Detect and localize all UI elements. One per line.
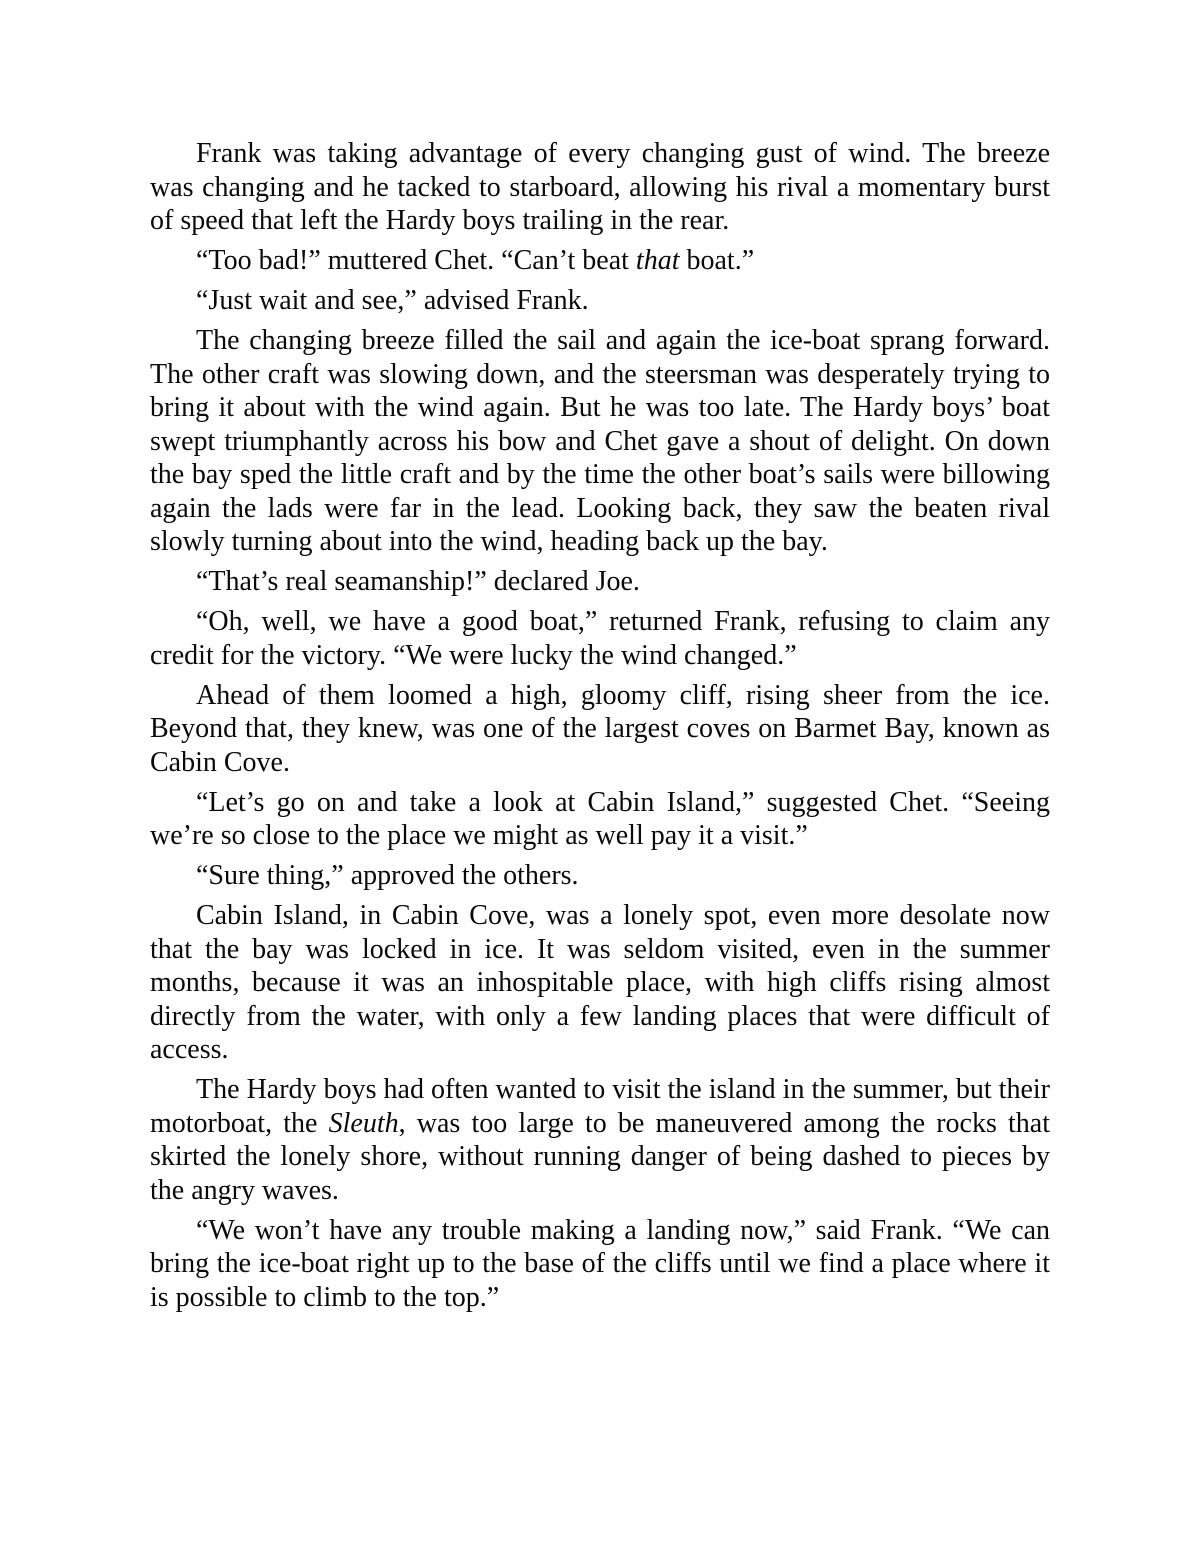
- text-run: , was too large to be maneuvered among the rocks that skirted the lonely shore, without running danger of being dashed to pieces by the angry waves.: [150, 1107, 1050, 1206]
- paragraph: [150, 786, 1050, 853]
- text-run: “That’s real seamanship!” declared Joe.: [196, 566, 640, 597]
- text-run: Frank was taking advantage of every changing gust of wind. The breeze was changing and he tacked to starboard, allowing his rival a momentary burst of speed that left the Hardy boys trailing in the rear.: [150, 138, 1050, 236]
- italic-text-run: Sleuth: [328, 1107, 399, 1139]
- text-run: boat.”: [679, 245, 755, 276]
- paragraph: [150, 859, 1050, 893]
- italic-text-run: that: [635, 245, 680, 276]
- text-run: Ahead of them loomed a high, gloomy cliff, rising sheer from the ice. Beyond that, they knew, was one of the largest coves on Barmet Bay, known as Cabin Cove.: [150, 679, 1050, 778]
- paragraph: [150, 284, 1050, 318]
- text-run: “Let’s go on and take a look at Cabin Island,” suggested Chet. “Seeing we’re so close to the place we might as well pay it a visit.”: [150, 786, 1050, 851]
- paragraph: [150, 324, 1050, 559]
- paragraph: [150, 1073, 1050, 1207]
- paragraph: [150, 605, 1050, 672]
- text-run: “Oh, well, we have a good boat,” returned Frank, refusing to claim any credit for the victory. “We were lucky the wind changed.”: [150, 606, 1050, 671]
- text-run: Cabin Island, in Cabin Cove, was a lonely spot, even more desolate now that the bay was locked in ice. It was seldom visited, even in the summer months, because it was an inhospitable place, with high cliffs rising almost directly from the water, with only a few landing places that were difficult of access.: [150, 900, 1050, 1065]
- paragraph: [150, 1214, 1050, 1315]
- paragraph: [150, 679, 1050, 780]
- text-run: The changing breeze filled the sail and again the ice-boat sprang forward. The other craft was slowing down, and the steersman was desperately trying to bring it about with the wind again. But he was too late. The Hardy boys’ boat swept triumphantly across his bow and Chet gave a shout of delight. On down the bay sped the little craft and by the time the other boat’s sails were billowing again the lads were far in the lead. Looking back, they saw the beaten rival slowly turning about into the wind, heading back up the bay.: [150, 325, 1050, 557]
- paragraph: [150, 244, 1050, 278]
- text-run: The Hardy boys had often wanted to visit the island in the summer, but their motorboat, the: [150, 1074, 1050, 1139]
- paragraph: [150, 137, 1050, 238]
- text-run: “Just wait and see,” advised Frank.: [196, 285, 589, 316]
- page-text: [150, 137, 1050, 1314]
- paragraph: [150, 899, 1050, 1067]
- text-run: “Too bad!” muttered Chet. “Can’t beat: [196, 245, 636, 276]
- paragraph: [150, 565, 1050, 599]
- text-run: “We won’t have any trouble making a landing now,” said Frank. “We can bring the ice-boat right up to the base of the cliffs until we find a place where it is possible to climb to the top.”: [150, 1214, 1050, 1313]
- text-run: “Sure thing,” approved the others.: [196, 860, 579, 891]
